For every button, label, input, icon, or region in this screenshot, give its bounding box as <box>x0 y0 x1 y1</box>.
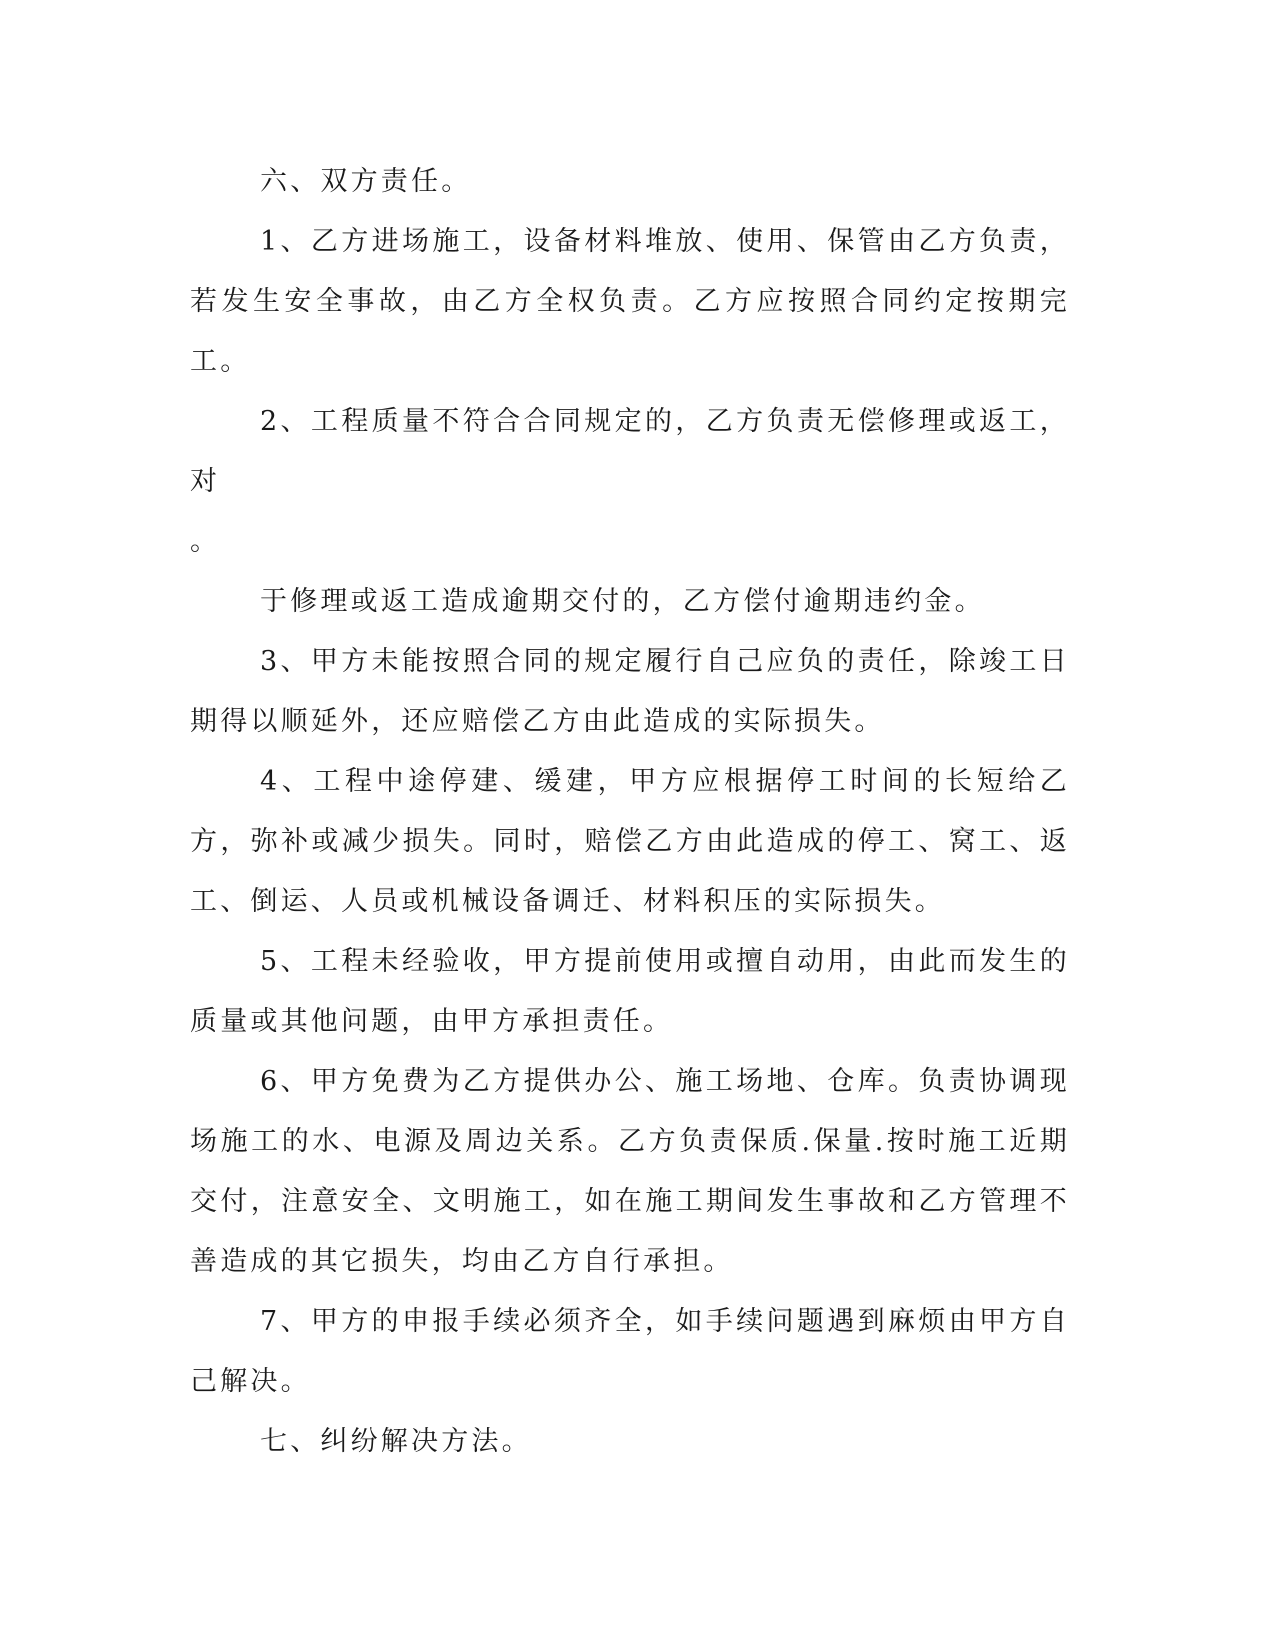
stray-punctuation: 。 <box>190 526 221 557</box>
clause-paragraph: 1、乙方进场施工，设备材料堆放、使用、保管由乙方负责，若发生安全事故，由乙方全权负责。乙方应按照合同约定按期完工。 <box>190 226 1070 377</box>
clause-paragraph: 5、工程未经验收，甲方提前使用或擅自动用，由此而发生的质量或其他问题，由甲方承担责任。 <box>190 946 1070 1037</box>
section-heading: 六、双方责任。 <box>260 166 472 197</box>
document-body <box>190 152 1070 1472</box>
clause-paragraph: 2、工程质量不符合合同规定的，乙方负责无偿修理或返工，对 <box>190 406 1070 497</box>
clause-paragraph: 6、甲方免费为乙方提供办公、施工场地、仓库。负责协调现场施工的水、电源及周边关系。乙方负责保质.保量.按时施工近期交付，注意安全、文明施工，如在施工期间发生事故和乙方管理不善造成的其它损失，均由乙方自行承担。 <box>190 1066 1070 1277</box>
clause-paragraph: 4、工程中途停建、缓建，甲方应根据停工时间的长短给乙方，弥补或减少损失。同时，赔偿乙方由此造成的停工、窝工、返工、倒运、人员或机械设备调迁、材料积压的实际损失。 <box>190 766 1070 917</box>
clause-paragraph: 3、甲方未能按照合同的规定履行自己应负的责任，除竣工日期得以顺延外，还应赔偿乙方由此造成的实际损失。 <box>190 646 1070 737</box>
clause-paragraph: 7、甲方的申报手续必须齐全，如手续问题遇到麻烦由甲方自己解决。 <box>190 1306 1070 1397</box>
section-heading: 七、纠纷解决方法。 <box>260 1426 532 1457</box>
clause-paragraph: 于修理或返工造成逾期交付的，乙方偿付逾期违约金。 <box>260 586 985 617</box>
